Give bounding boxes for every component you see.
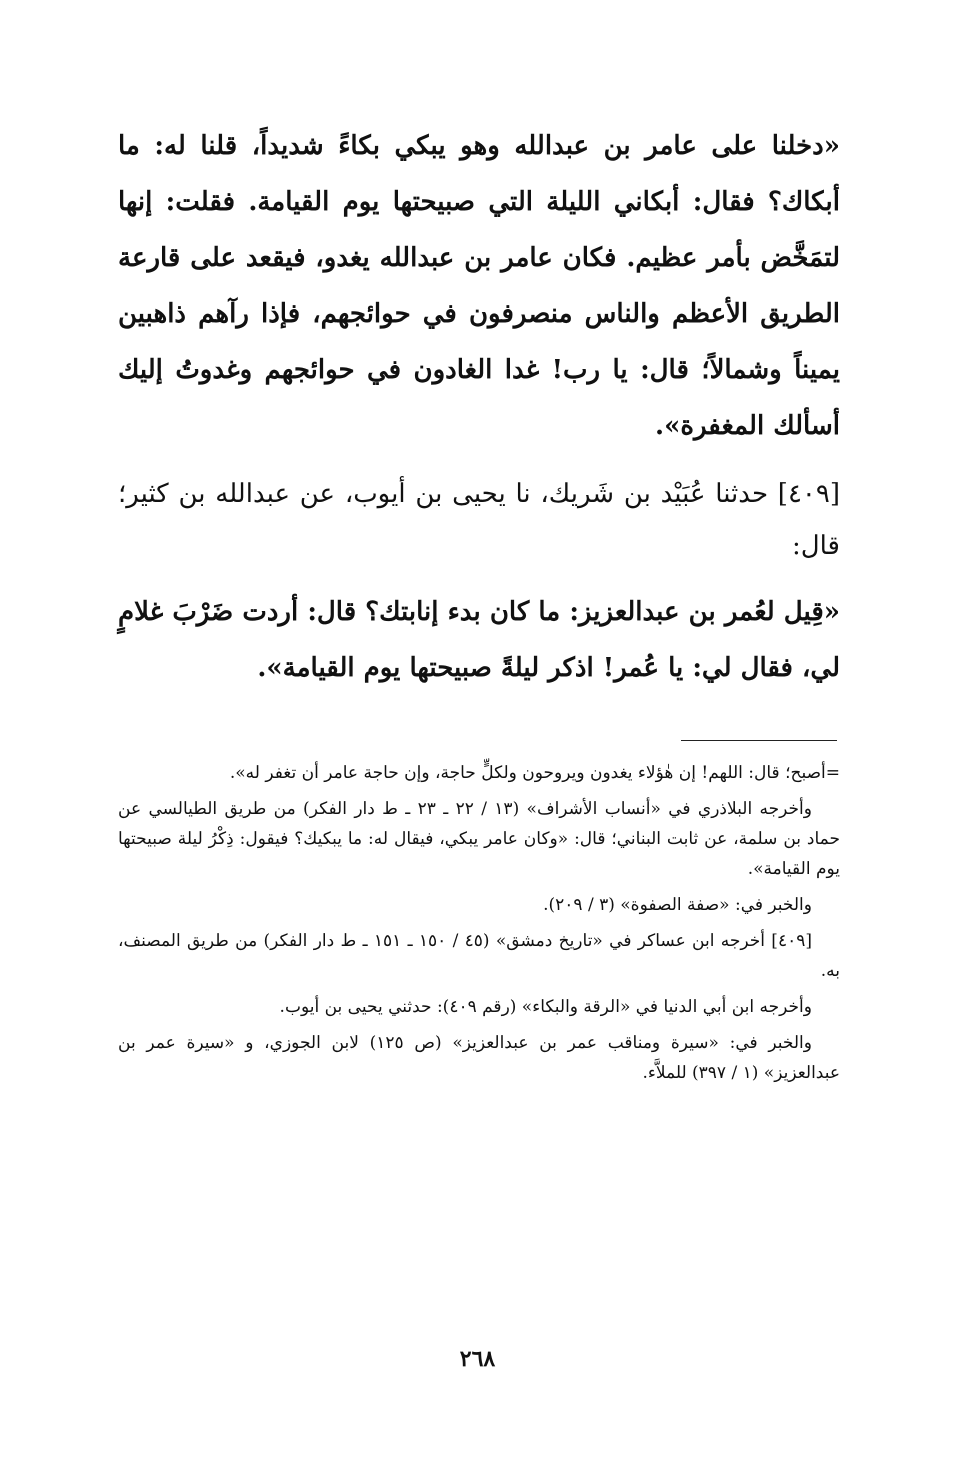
page-number: ٢٦٨ (459, 1346, 496, 1372)
footnote-safwa: والخبر في: «صفة الصفوة» (٣ / ٢٠٩). (543, 895, 812, 915)
paragraph-isnad-409: [٤٠٩] حدثنا عُبَيْد بن شَريك، نا يحيى بن أيوب، عن عبدالله بن كثير؛ قال: (118, 479, 840, 561)
footnote-baladhuri: وأخرجه البلاذري في «أنساب الأشراف» (١٣ / ٢٢ ـ ٢٣ ـ ط دار الفكر) من طريق الطيالسي عن حماد بن سلمة، عن ثابت البناني؛ قال: «وكان عامر يبكي، فيقال له: ما يبكيك؟ فيقول: ذِكْرُ ليلة صبيحتها يوم القيامة». (118, 799, 840, 879)
footnote-409-asakir: [٤٠٩] أخرجه ابن عساكر في «تاريخ دمشق» (٤٥ / ١٥٠ ـ ١٥١ ـ ط دار الفكر) من طريق المصنف، به. (118, 931, 840, 981)
footnote-divider (681, 740, 837, 741)
footnotes (118, 758, 840, 1094)
paragraph-quote-umar: «قِيل لعُمر بن عبدالعزيز: ما كان بدء إنابتك؟ قال: أردت ضَرْبَ غلامٍ لي، فقال لي: يا عُمر! اذكر ليلةً صبيحتها يوم القيامة». (118, 597, 840, 683)
footnote-sira: والخبر في: «سيرة ومناقب عمر بن عبدالعزيز» (ص ١٢٥) لابن الجوزي، و «سيرة عمر بن عبدالعزيز» (١ / ٣٩٧) للملاَّء. (118, 1033, 840, 1083)
paragraph-quote-amir: «دخلنا على عامر بن عبدالله وهو يبكي بكاءً شديداً، قلنا له: ما أبكاك؟ فقال: أبكاني الليلة التي صبيحتها يوم القيامة. فقلت: إنها لتمَخَّض بأمر عظيم. فكان عامر بن عبدالله يغدو، فيقعد على قارعة الطريق الأعظم والناس منصرفون في حوائجهم، فإذا رآهم ذاهبين يميناً وشمالاً؛ قال: يا رب! غدا الغادون في حوائجهم وغدوتُ إليك أسألك المغفرة». (118, 131, 840, 441)
main-text (118, 118, 840, 696)
footnote-continuation: =أصبح؛ قال: اللهم! إن هٰؤلاء يغدون ويروحون ولكلٍّ حاجة، وإن حاجة عامر أن تغفر له». (229, 763, 840, 783)
footnote-ibn-abi-dunya: وأخرجه ابن أبي الدنيا في «الرقة والبكاء» (رقم ٤٠٩): حدثني يحيى بن أيوب. (279, 997, 812, 1017)
